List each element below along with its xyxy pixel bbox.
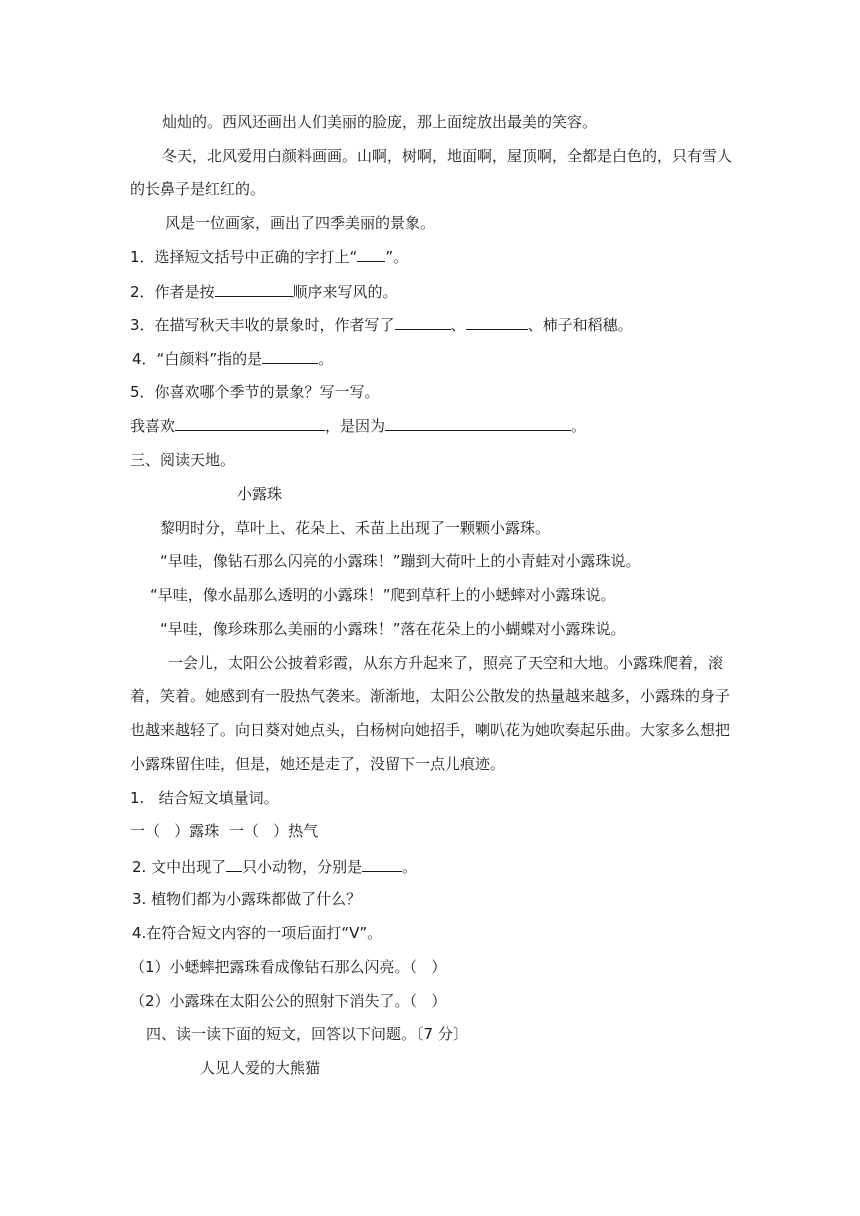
story-line: 也越来越轻了。向日葵对她点头，白杨树向她招手，喇叭花为她吹奏起乐曲。大家多么想把	[130, 721, 731, 739]
sub-question-4-item-2: （2）小露珠在太阳公公的照射下消失了。（ ）	[130, 992, 447, 1010]
story-line: “早哇，像钻石那么闪亮的小露珠！”蹦到大荷叶上的小青蛙对小露珠说。	[160, 552, 641, 570]
question-5-answer: 我喜欢 ，是因为 。	[130, 417, 587, 435]
answer-blank	[262, 348, 318, 364]
answer-blank	[215, 281, 293, 297]
answer-blank	[385, 415, 571, 431]
answer-blank	[466, 314, 528, 330]
answer-blank	[175, 415, 325, 431]
question-3: 3．在描写秋天丰收的景象时，作者写了 、 、柿子和稻穗。	[130, 316, 633, 334]
question-1: 1．选择短文括号中正确的字打上“ ”。	[130, 248, 409, 266]
story-title: 小露珠	[237, 485, 283, 503]
sub-question-1-fill: 一（ ）露珠 一（ ）热气	[130, 822, 319, 840]
answer-blank	[362, 856, 402, 872]
paragraph-line: 灿灿的。西风还画出人们美丽的脸庞，那上面绽放出最美的笑容。	[162, 113, 598, 131]
sub-question-4-item-1: （1）小蟋蟀把露珠看成像钻石那么闪亮。（ ）	[130, 958, 447, 976]
answer-blank	[226, 856, 242, 872]
sub-question-3: 3. 植物们都为小露珠都做了什么？	[132, 890, 362, 908]
paragraph-line: 冬天，北风爱用白颜料画画。山啊，树啊，地面啊，屋顶啊，全都是白色的，只有雪人	[162, 147, 733, 165]
story-line: 一会儿，太阳公公披着彩霞，从东方升起来了，照亮了天空和大地。小露珠爬着，滚	[168, 654, 724, 672]
question-4: 4．“白颜料”指的是 。	[132, 350, 334, 368]
section-heading: 三、阅读天地。	[130, 451, 236, 469]
story-line: 小露珠留住哇，但是，她还是走了，没留下一点儿痕迹。	[130, 755, 506, 773]
paragraph-line: 的长鼻子是红红的。	[130, 180, 266, 198]
question-5: 5．你喜欢哪个季节的景象？写一写。	[130, 383, 380, 401]
story-line: “早哇，像珍珠那么美丽的小露珠！”落在花朵上的小蝴蝶对小露珠说。	[160, 620, 626, 638]
sub-question-1: 1. 结合短文填量词。	[130, 789, 279, 807]
story-title: 人见人爱的大熊猫	[200, 1059, 321, 1077]
paragraph-line: 风是一位画家，画出了四季美丽的景象。	[165, 214, 436, 232]
question-2: 2．作者是按 顺序来写风的。	[130, 283, 398, 301]
sub-question-2: 2. 文中出现了 只小动物，分别是 。	[132, 858, 418, 876]
sub-question-4: 4.在符合短文内容的一项后面打“V”。	[132, 924, 383, 942]
answer-blank	[357, 246, 385, 262]
story-line: “早哇，像水晶那么透明的小露珠！”爬到草秆上的小蟋蟀对小露珠说。	[150, 586, 616, 604]
story-line: 着，笑着。她感到有一股热气袭来。渐渐地，太阳公公散发的热量越来越多，小露珠的身子	[130, 687, 731, 705]
story-line: 黎明时分，草叶上、花朵上、禾苗上出现了一颗颗小露珠。	[160, 519, 551, 537]
answer-blank	[395, 314, 451, 330]
section-heading: 四、读一读下面的短文，回答以下问题。〔7 分〕	[146, 1025, 468, 1043]
